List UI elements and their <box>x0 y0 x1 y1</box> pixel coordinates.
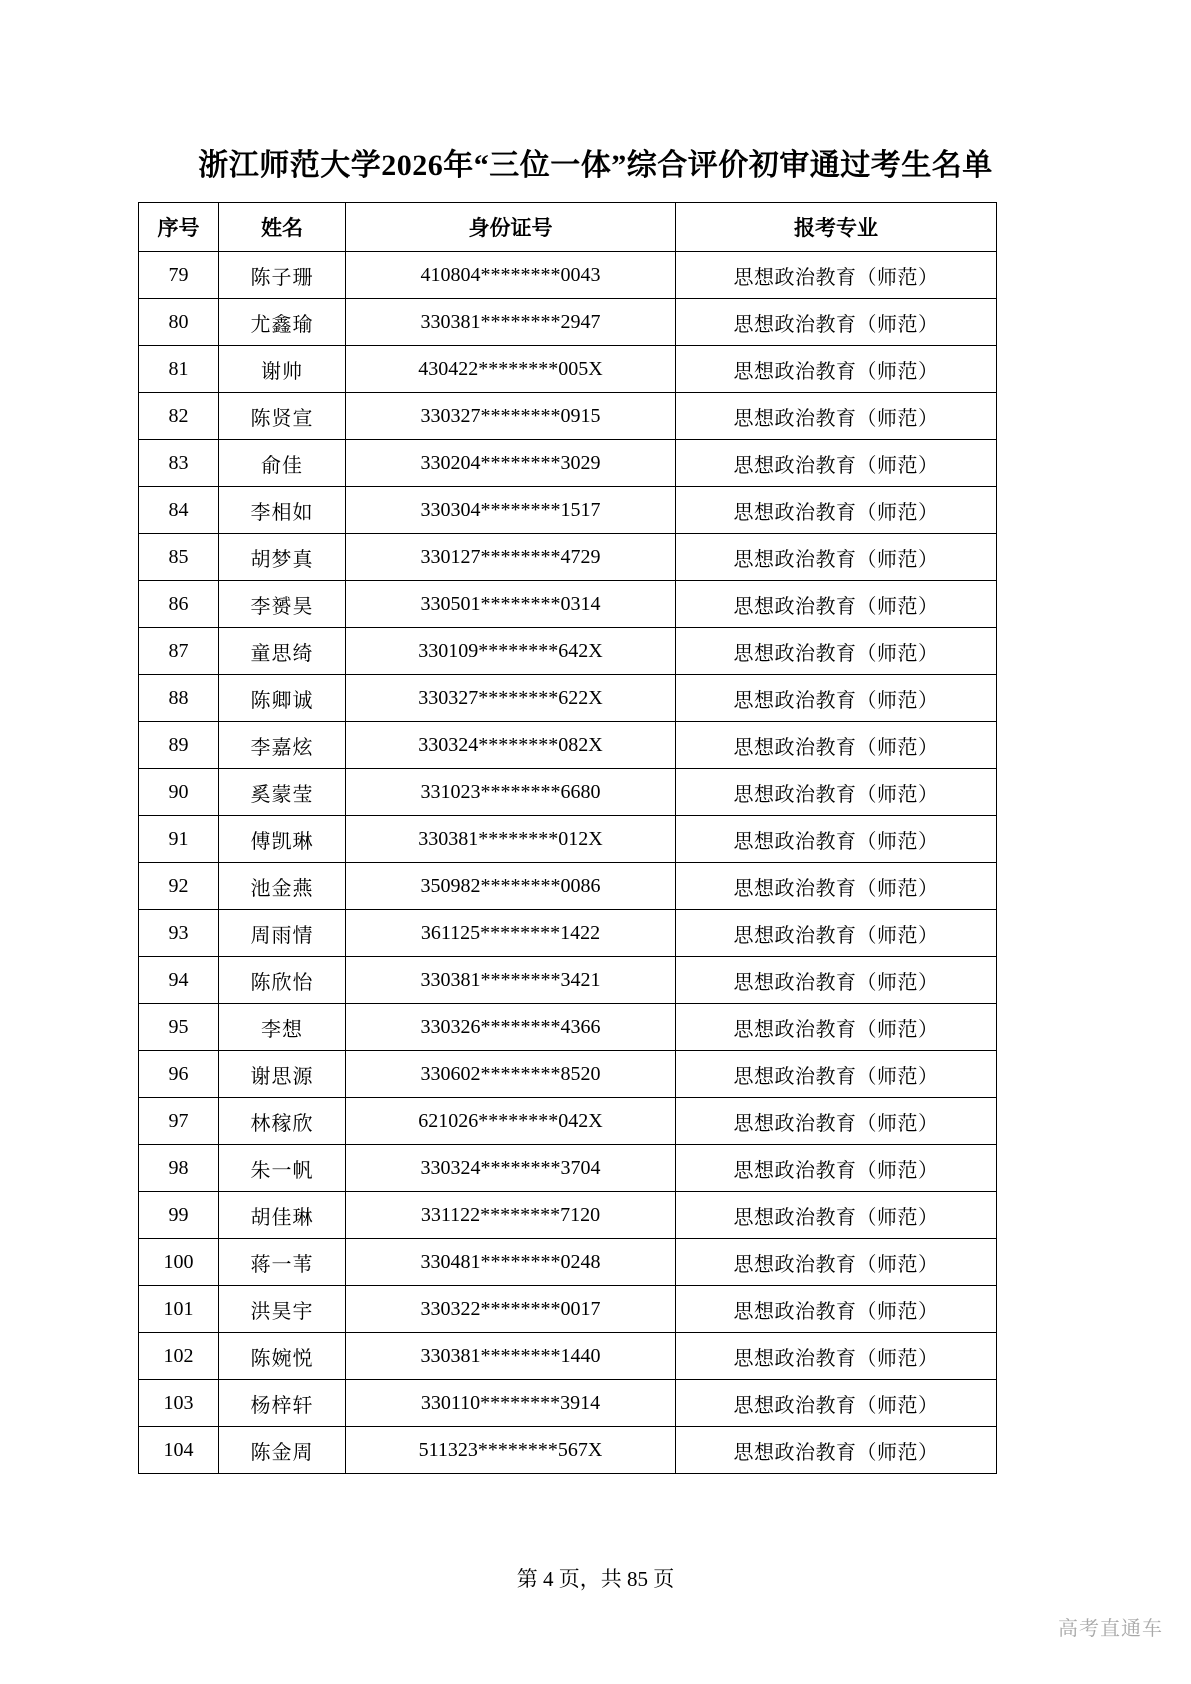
table-row <box>139 1380 997 1427</box>
cell-name: 陈贤宣 <box>219 393 346 440</box>
roster-table <box>138 202 997 1474</box>
cell-name: 林稼欣 <box>219 1098 346 1145</box>
cell-index: 90 <box>139 769 219 816</box>
cell-major: 思想政治教育（师范） <box>676 957 997 1004</box>
table-row <box>139 1004 997 1051</box>
cell-major: 思想政治教育（师范） <box>676 1098 997 1145</box>
cell-name: 陈子珊 <box>219 252 346 299</box>
cell-name: 蒋一苇 <box>219 1239 346 1286</box>
cell-major: 思想政治教育（师范） <box>676 393 997 440</box>
table-row <box>139 1145 997 1192</box>
cell-index: 94 <box>139 957 219 1004</box>
cell-major: 思想政治教育（师范） <box>676 299 997 346</box>
table-row <box>139 722 997 769</box>
cell-index: 86 <box>139 581 219 628</box>
cell-id-number: 330324********3704 <box>346 1145 676 1192</box>
table-row <box>139 816 997 863</box>
cell-name: 李嘉炫 <box>219 722 346 769</box>
cell-name: 陈欣怡 <box>219 957 346 1004</box>
column-header-major: 报考专业 <box>676 203 997 252</box>
cell-name: 洪昊宇 <box>219 1286 346 1333</box>
cell-major: 思想政治教育（师范） <box>676 722 997 769</box>
cell-name: 胡梦真 <box>219 534 346 581</box>
cell-name: 李想 <box>219 1004 346 1051</box>
cell-name: 李相如 <box>219 487 346 534</box>
cell-name: 奚蒙莹 <box>219 769 346 816</box>
cell-id-number: 330381********1440 <box>346 1333 676 1380</box>
table-header-row <box>139 203 997 252</box>
cell-major: 思想政治教育（师范） <box>676 1145 997 1192</box>
cell-major: 思想政治教育（师范） <box>676 1380 997 1427</box>
cell-major: 思想政治教育（师范） <box>676 1427 997 1474</box>
roster-table-container <box>138 202 996 1474</box>
table-row <box>139 393 997 440</box>
cell-major: 思想政治教育（师范） <box>676 1192 997 1239</box>
table-row <box>139 1192 997 1239</box>
cell-name: 尤鑫瑜 <box>219 299 346 346</box>
cell-id-number: 430422********005X <box>346 346 676 393</box>
cell-major: 思想政治教育（师范） <box>676 1239 997 1286</box>
watermark: 高考直通车 <box>1058 1618 1163 1640</box>
cell-id-number: 330381********2947 <box>346 299 676 346</box>
cell-major: 思想政治教育（师范） <box>676 487 997 534</box>
cell-name: 陈金周 <box>219 1427 346 1474</box>
table-row <box>139 440 997 487</box>
cell-name: 傅凯琳 <box>219 816 346 863</box>
page-number-footer: 第 4 页，共 85 页 <box>516 1567 675 1591</box>
page-title: 浙江师范大学2026年“三位一体”综合评价初审通过考生名单 <box>198 149 993 182</box>
cell-id-number: 330327********622X <box>346 675 676 722</box>
cell-name: 胡佳琳 <box>219 1192 346 1239</box>
table-row <box>139 1051 997 1098</box>
cell-major: 思想政治教育（师范） <box>676 1004 997 1051</box>
cell-name: 池金燕 <box>219 863 346 910</box>
table-row <box>139 252 997 299</box>
cell-major: 思想政治教育（师范） <box>676 675 997 722</box>
cell-id-number: 330602********8520 <box>346 1051 676 1098</box>
cell-index: 96 <box>139 1051 219 1098</box>
cell-major: 思想政治教育（师范） <box>676 346 997 393</box>
cell-id-number: 330127********4729 <box>346 534 676 581</box>
cell-index: 103 <box>139 1380 219 1427</box>
cell-id-number: 330327********0915 <box>346 393 676 440</box>
table-row <box>139 299 997 346</box>
column-header-name: 姓名 <box>219 203 346 252</box>
cell-index: 79 <box>139 252 219 299</box>
cell-id-number: 511323********567X <box>346 1427 676 1474</box>
cell-index: 92 <box>139 863 219 910</box>
cell-id-number: 330204********3029 <box>346 440 676 487</box>
table-row <box>139 346 997 393</box>
table-row <box>139 769 997 816</box>
cell-major: 思想政治教育（师范） <box>676 534 997 581</box>
cell-index: 91 <box>139 816 219 863</box>
cell-index: 95 <box>139 1004 219 1051</box>
cell-major: 思想政治教育（师范） <box>676 440 997 487</box>
cell-index: 80 <box>139 299 219 346</box>
cell-major: 思想政治教育（师范） <box>676 816 997 863</box>
cell-id-number: 330381********3421 <box>346 957 676 1004</box>
cell-id-number: 330326********4366 <box>346 1004 676 1051</box>
cell-major: 思想政治教育（师范） <box>676 628 997 675</box>
cell-index: 99 <box>139 1192 219 1239</box>
cell-major: 思想政治教育（师范） <box>676 769 997 816</box>
cell-index: 98 <box>139 1145 219 1192</box>
table-header <box>139 203 997 252</box>
column-header-index: 序号 <box>139 203 219 252</box>
cell-id-number: 331023********6680 <box>346 769 676 816</box>
cell-id-number: 330501********0314 <box>346 581 676 628</box>
cell-index: 102 <box>139 1333 219 1380</box>
cell-name: 陈婉悦 <box>219 1333 346 1380</box>
cell-index: 89 <box>139 722 219 769</box>
table-row <box>139 863 997 910</box>
cell-name: 俞佳 <box>219 440 346 487</box>
table-row <box>139 1286 997 1333</box>
cell-name: 陈卿诚 <box>219 675 346 722</box>
cell-major: 思想政治教育（师范） <box>676 581 997 628</box>
cell-id-number: 330322********0017 <box>346 1286 676 1333</box>
table-row <box>139 581 997 628</box>
cell-index: 104 <box>139 1427 219 1474</box>
table-row <box>139 1427 997 1474</box>
column-header-id-number: 身份证号 <box>346 203 676 252</box>
cell-index: 85 <box>139 534 219 581</box>
cell-name: 周雨情 <box>219 910 346 957</box>
cell-major: 思想政治教育（师范） <box>676 1051 997 1098</box>
cell-index: 97 <box>139 1098 219 1145</box>
cell-index: 93 <box>139 910 219 957</box>
cell-major: 思想政治教育（师范） <box>676 252 997 299</box>
cell-id-number: 330324********082X <box>346 722 676 769</box>
table-row <box>139 910 997 957</box>
table-body <box>139 252 997 1474</box>
cell-id-number: 331122********7120 <box>346 1192 676 1239</box>
cell-name: 杨梓轩 <box>219 1380 346 1427</box>
cell-major: 思想政治教育（师范） <box>676 1286 997 1333</box>
cell-name: 朱一帆 <box>219 1145 346 1192</box>
cell-index: 88 <box>139 675 219 722</box>
cell-id-number: 330109********642X <box>346 628 676 675</box>
cell-id-number: 361125********1422 <box>346 910 676 957</box>
cell-index: 87 <box>139 628 219 675</box>
cell-id-number: 410804********0043 <box>346 252 676 299</box>
cell-index: 83 <box>139 440 219 487</box>
cell-id-number: 350982********0086 <box>346 863 676 910</box>
cell-index: 100 <box>139 1239 219 1286</box>
table-row <box>139 957 997 1004</box>
cell-major: 思想政治教育（师范） <box>676 1333 997 1380</box>
cell-index: 82 <box>139 393 219 440</box>
cell-name: 谢帅 <box>219 346 346 393</box>
cell-id-number: 330381********012X <box>346 816 676 863</box>
cell-name: 童思绮 <box>219 628 346 675</box>
cell-index: 84 <box>139 487 219 534</box>
cell-id-number: 330304********1517 <box>346 487 676 534</box>
table-row <box>139 534 997 581</box>
cell-major: 思想政治教育（师范） <box>676 910 997 957</box>
cell-major: 思想政治教育（师范） <box>676 863 997 910</box>
table-row <box>139 1239 997 1286</box>
table-row <box>139 1098 997 1145</box>
cell-id-number: 330110********3914 <box>346 1380 676 1427</box>
table-row <box>139 1333 997 1380</box>
cell-index: 101 <box>139 1286 219 1333</box>
cell-name: 谢思源 <box>219 1051 346 1098</box>
cell-id-number: 621026********042X <box>346 1098 676 1145</box>
table-row <box>139 487 997 534</box>
cell-name: 李赟昊 <box>219 581 346 628</box>
cell-id-number: 330481********0248 <box>346 1239 676 1286</box>
table-row <box>139 675 997 722</box>
table-row <box>139 628 997 675</box>
cell-index: 81 <box>139 346 219 393</box>
